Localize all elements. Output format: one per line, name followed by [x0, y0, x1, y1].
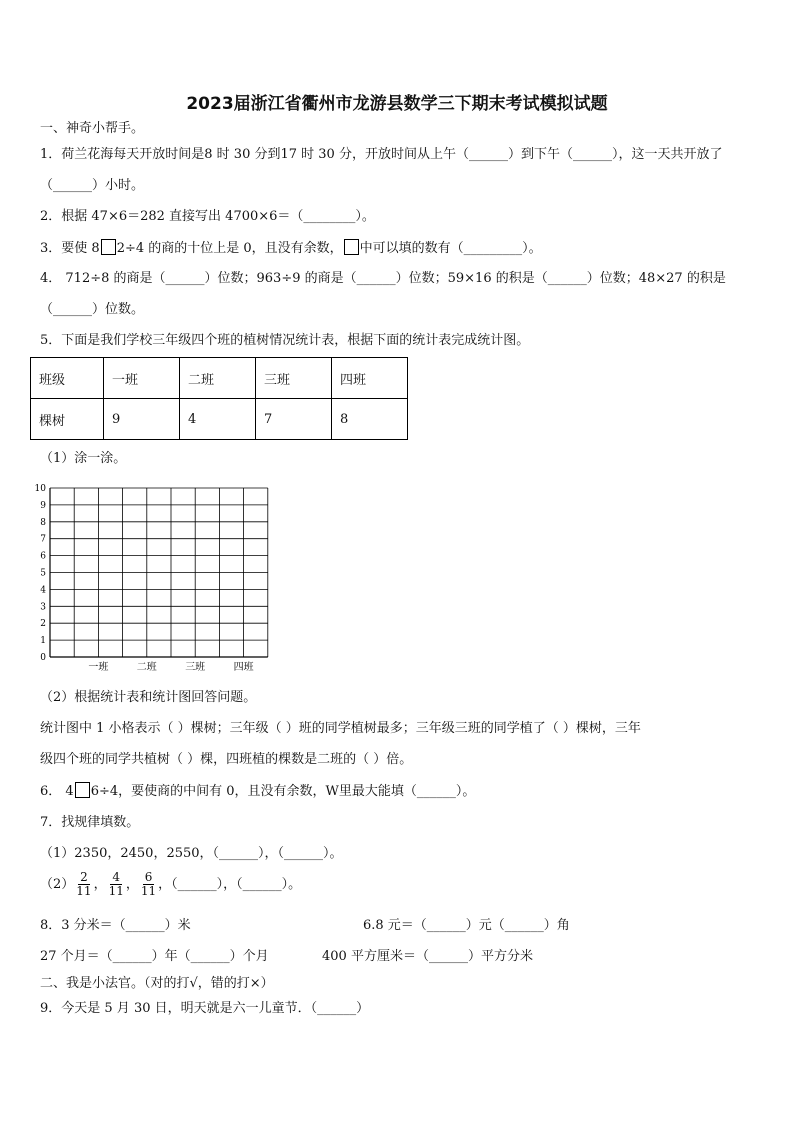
- y-tick-label: 7: [40, 534, 46, 545]
- y-tick-label: 1: [40, 636, 46, 647]
- table-cell: 4: [180, 399, 256, 440]
- page-title: 2023届浙江省衢州市龙游县数学三下期末考试模拟试题: [186, 94, 608, 114]
- question-3-part-a: 3．要使 8: [40, 241, 100, 256]
- question-9: 9．今天是 5 月 30 日，明天就是六一儿童节．（______）: [40, 1001, 370, 1016]
- question-5-text-2: 级四个班的同学共植树（ ）棵，四班植的棵数是二班的（ ）倍。: [40, 752, 413, 767]
- question-8-b: 6.8 元＝（______）元（______）角: [363, 918, 570, 933]
- question-6-part-b: 6÷4，要使商的中间有 0，且没有余数，W里最大能填（______）。: [90, 784, 476, 799]
- fraction-denominator: 11: [140, 884, 157, 898]
- x-tick-label: 一班: [88, 662, 109, 673]
- fraction-denominator: 11: [108, 884, 124, 898]
- question-5-intro: 5．下面是我们学校三年级四个班的植树情况统计表，根据下面的统计表完成统计图。: [40, 333, 530, 348]
- question-6: [40, 782, 475, 801]
- table-cell: 二班: [180, 358, 256, 399]
- table-cell: 7: [256, 399, 332, 440]
- question-6-part-a: 6． 4: [40, 784, 74, 799]
- question-8-c: 27 个月＝（______）年（______）个月: [40, 949, 269, 964]
- fraction-numerator: 2: [80, 870, 88, 884]
- section-1-heading: 一、神奇小帮手。: [40, 121, 145, 136]
- y-tick-label: 8: [40, 517, 46, 528]
- question-7-part-2-label: （2）: [40, 877, 75, 892]
- question-5-part-2: （2）根据统计表和统计图回答问题。: [40, 690, 257, 705]
- x-tick-label: 三班: [185, 662, 206, 673]
- fraction-numerator: 6: [144, 870, 153, 884]
- answer-box: [344, 239, 359, 255]
- question-8-d: 400 平方厘米＝（______）平方分米: [322, 949, 533, 964]
- fraction-numerator: 4: [112, 870, 121, 884]
- question-4-line-1: 4． 712÷8 的商是（______）位数；963÷9 的商是（______）位数；59×16 的积是（______）位数；48×27 的积是: [40, 271, 726, 286]
- y-tick-label: 5: [40, 568, 46, 579]
- question-2: 2．根据 47×6＝282 直接写出 4700×6＝（________）。: [40, 209, 375, 224]
- y-tick-label: 0: [40, 653, 46, 663]
- table-cell: 8: [332, 399, 408, 440]
- question-4-line-2: （______）位数。: [40, 302, 145, 317]
- fraction: [76, 871, 91, 898]
- question-3: [40, 239, 542, 258]
- question-5-part-1: （1）涂一涂。: [40, 451, 127, 466]
- question-1-line-2: （______）小时。: [40, 178, 145, 193]
- question-5-text-1: 统计图中 1 小格表示（ ）棵树；三年级（ ）班的同学植树最多；三年级三班的同学植了（ ）棵树，三年: [40, 721, 641, 736]
- y-tick-label: 3: [40, 602, 46, 613]
- separator: ，: [93, 877, 107, 892]
- x-tick-label: 二班: [136, 662, 157, 673]
- question-7-part-2: [40, 870, 301, 900]
- y-tick-label: 6: [40, 551, 46, 562]
- table-cell: 棵树: [31, 399, 104, 440]
- table-cell: 一班: [104, 358, 180, 399]
- question-7-part-2-tail: ，（______），（______）。: [158, 877, 302, 892]
- table-row: [31, 399, 408, 440]
- question-1-line-1: 1．荷兰花海每天开放时间是8 时 30 分到17 时 30 分，开放时间从上午（______）到下午（______），这一天共开放了: [40, 147, 723, 162]
- table-cell: 三班: [256, 358, 332, 399]
- x-tick-label: 四班: [233, 662, 254, 673]
- stats-table: [30, 357, 408, 440]
- y-tick-label: 10: [34, 484, 46, 494]
- fraction: [109, 871, 124, 898]
- y-tick-label: 2: [40, 619, 46, 630]
- table-cell: 班级: [31, 358, 104, 399]
- question-3-part-c: 中可以填的数有（_________）。: [359, 241, 542, 256]
- table-cell: 四班: [332, 358, 408, 399]
- y-tick-label: 4: [40, 585, 46, 596]
- question-7-intro: 7．找规律填数。: [40, 815, 140, 830]
- separator: ，: [125, 877, 139, 892]
- bar-chart-grid[interactable]: [30, 480, 280, 680]
- answer-box[interactable]: [75, 782, 90, 798]
- fraction: [141, 871, 156, 898]
- y-tick-label: 9: [40, 500, 46, 511]
- question-8-a: 8．3 分米＝（______）米: [40, 918, 191, 933]
- section-2-heading: 二、我是小法官。（对的打√，错的打×）: [40, 976, 274, 991]
- fraction-denominator: 11: [76, 884, 92, 898]
- answer-box[interactable]: [101, 239, 116, 255]
- table-row: [31, 358, 408, 399]
- question-3-part-b: 2÷4 的商的十位上是 0，且没有余数，: [116, 241, 343, 256]
- table-cell: 9: [104, 399, 180, 440]
- question-7-part-1: （1）2350，2450，2550，（______），（______）。: [40, 846, 343, 861]
